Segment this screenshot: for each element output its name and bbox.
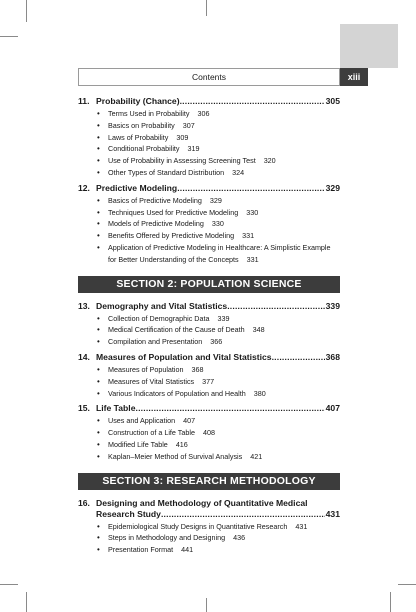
item-page: 368 (191, 364, 204, 374)
toc-item[interactable] (96, 108, 340, 120)
item-label: Measures of Vital Statistics (108, 376, 195, 386)
leader-dots (272, 352, 325, 363)
header-title: Contents (191, 72, 227, 82)
item-page: 348 (252, 325, 265, 335)
crop-mark (26, 0, 27, 22)
toc-item[interactable] (96, 544, 340, 556)
item-label: Application of Predictive Modeling in Healthcare: A Simplistic Example for Better Understanding of the Concepts (108, 242, 331, 264)
item-label: Conditional Probability (108, 144, 180, 154)
toc-chapter[interactable] (78, 403, 340, 414)
item-page: 331 (246, 254, 259, 264)
chapter-number: 14. (78, 351, 90, 362)
toc-item[interactable] (96, 324, 340, 336)
item-page: 324 (232, 167, 245, 177)
toc-chapter[interactable] (78, 352, 340, 363)
item-page: 366 (210, 337, 223, 347)
item-page: 416 (175, 439, 188, 449)
item-page: 309 (176, 132, 189, 142)
toc-item[interactable] (96, 242, 340, 266)
running-header (78, 68, 340, 86)
crop-mark (0, 584, 18, 585)
chapter-number: 16. (78, 497, 90, 508)
item-label: Kaplan–Meier Method of Survival Analysis (108, 451, 243, 461)
leader-dots (227, 301, 324, 312)
leader-dots (161, 509, 325, 520)
toc-item[interactable] (96, 439, 340, 451)
toc-item[interactable] (96, 143, 340, 155)
chapter-number: 12. (78, 182, 90, 193)
chapter-number: 15. (78, 403, 90, 414)
item-page: 330 (211, 219, 224, 229)
crop-mark (206, 598, 207, 612)
chapter-title: Demography and Vital Statistics (96, 300, 228, 311)
chapter-page: 329 (325, 182, 340, 193)
toc-chapter[interactable] (78, 498, 340, 509)
page-number-text: xiii (347, 72, 361, 82)
toc-chapter[interactable] (78, 301, 340, 312)
leader-dots (177, 183, 324, 194)
item-label: Basics of Predictive Modeling (108, 195, 202, 205)
item-label: Terms Used in Probability (108, 109, 190, 118)
item-label: Construction of a Life Table (108, 428, 195, 438)
toc-item[interactable] (96, 532, 340, 544)
item-label: Various Indicators of Population and Health (108, 388, 246, 398)
item-page: 436 (233, 533, 246, 543)
crop-mark (390, 592, 391, 612)
leader-dots (180, 96, 325, 107)
chapter-title: Predictive Modeling (96, 182, 178, 193)
toc-item[interactable] (96, 230, 340, 242)
section-heading: SECTION 3: RESEARCH METHODOLOGY (78, 473, 340, 490)
crop-mark (0, 36, 18, 37)
chapter-title-continued[interactable] (78, 509, 340, 520)
item-page: 408 (202, 428, 215, 438)
item-label: Benefits Offered by Predictive Modeling (108, 231, 235, 241)
corner-block (340, 24, 398, 68)
item-label: Medical Certification of the Cause of Death (108, 325, 245, 335)
item-page: 307 (182, 120, 195, 130)
item-page: 319 (187, 144, 200, 154)
item-page: 329 (209, 195, 222, 205)
item-label: Collection of Demographic Data (108, 313, 210, 323)
toc-content (78, 96, 340, 556)
item-label: Epidemiological Study Designs in Quantitative Research (108, 521, 288, 531)
item-page: 330 (246, 207, 259, 217)
crop-mark (26, 592, 27, 612)
chapter-page: 339 (325, 300, 340, 311)
item-page: 431 (295, 521, 308, 531)
toc-item[interactable] (96, 376, 340, 388)
item-label: Use of Probability in Assessing Screening Test (108, 156, 256, 166)
page-number (340, 68, 368, 86)
item-page: 407 (183, 416, 196, 426)
crop-mark (398, 584, 416, 585)
item-page: 306 (197, 109, 210, 118)
item-label: Models of Predictive Modeling (108, 219, 204, 229)
toc-item[interactable] (96, 521, 340, 533)
chapter-title: Life Table (96, 403, 136, 414)
chapter-title-line2: Research Study (96, 508, 161, 519)
item-page: 339 (217, 313, 230, 323)
chapter-title: Probability (Chance) (96, 96, 180, 106)
item-label: Steps in Methodology and Designing (108, 533, 226, 543)
item-label: Laws of Probability (108, 132, 169, 142)
toc-item[interactable] (96, 155, 340, 167)
crop-mark (206, 0, 207, 16)
toc-item[interactable] (96, 195, 340, 207)
toc-chapter[interactable] (78, 183, 340, 194)
item-label: Presentation Format (108, 545, 174, 555)
toc-item[interactable] (96, 313, 340, 325)
toc-item[interactable] (96, 451, 340, 463)
item-label: Uses and Application (108, 416, 176, 426)
item-label: Modified Life Table (108, 439, 168, 449)
toc-item[interactable] (96, 388, 340, 400)
chapter-number: 11. (78, 96, 90, 106)
item-page: 320 (263, 156, 276, 166)
item-label: Compilation and Presentation (108, 337, 203, 347)
item-label: Measures of Population (108, 364, 184, 374)
toc-item[interactable] (96, 364, 340, 376)
toc-item[interactable] (96, 415, 340, 427)
chapter-title-line1: Designing and Methodology of Quantitative Medical (96, 497, 308, 508)
item-label: Basics on Probability (108, 120, 175, 130)
chapter-page: 368 (325, 351, 340, 362)
chapter-page: 407 (325, 403, 340, 414)
item-page: 380 (253, 388, 266, 398)
toc-item[interactable] (96, 218, 340, 230)
item-page: 441 (181, 545, 194, 555)
toc-item[interactable] (96, 167, 340, 179)
item-page: 377 (202, 376, 215, 386)
item-label: Techniques Used for Predictive Modeling (108, 207, 239, 217)
item-label: Other Types of Standard Distribution (108, 167, 225, 177)
toc-item[interactable] (96, 120, 340, 132)
toc-item[interactable] (96, 207, 340, 219)
chapter-title: Measures of Population and Vital Statistics (96, 351, 272, 362)
section-heading: SECTION 2: POPULATION SCIENCE (78, 276, 340, 293)
item-page: 421 (250, 451, 263, 461)
toc-item[interactable] (96, 427, 340, 439)
toc-item[interactable] (96, 132, 340, 144)
item-page: 331 (242, 231, 255, 241)
chapter-page: 305 (325, 96, 340, 106)
chapter-page: 431 (325, 508, 340, 519)
toc-item[interactable] (96, 336, 340, 348)
toc-chapter[interactable] (78, 96, 340, 107)
leader-dots (135, 403, 324, 414)
chapter-number: 13. (78, 300, 90, 311)
